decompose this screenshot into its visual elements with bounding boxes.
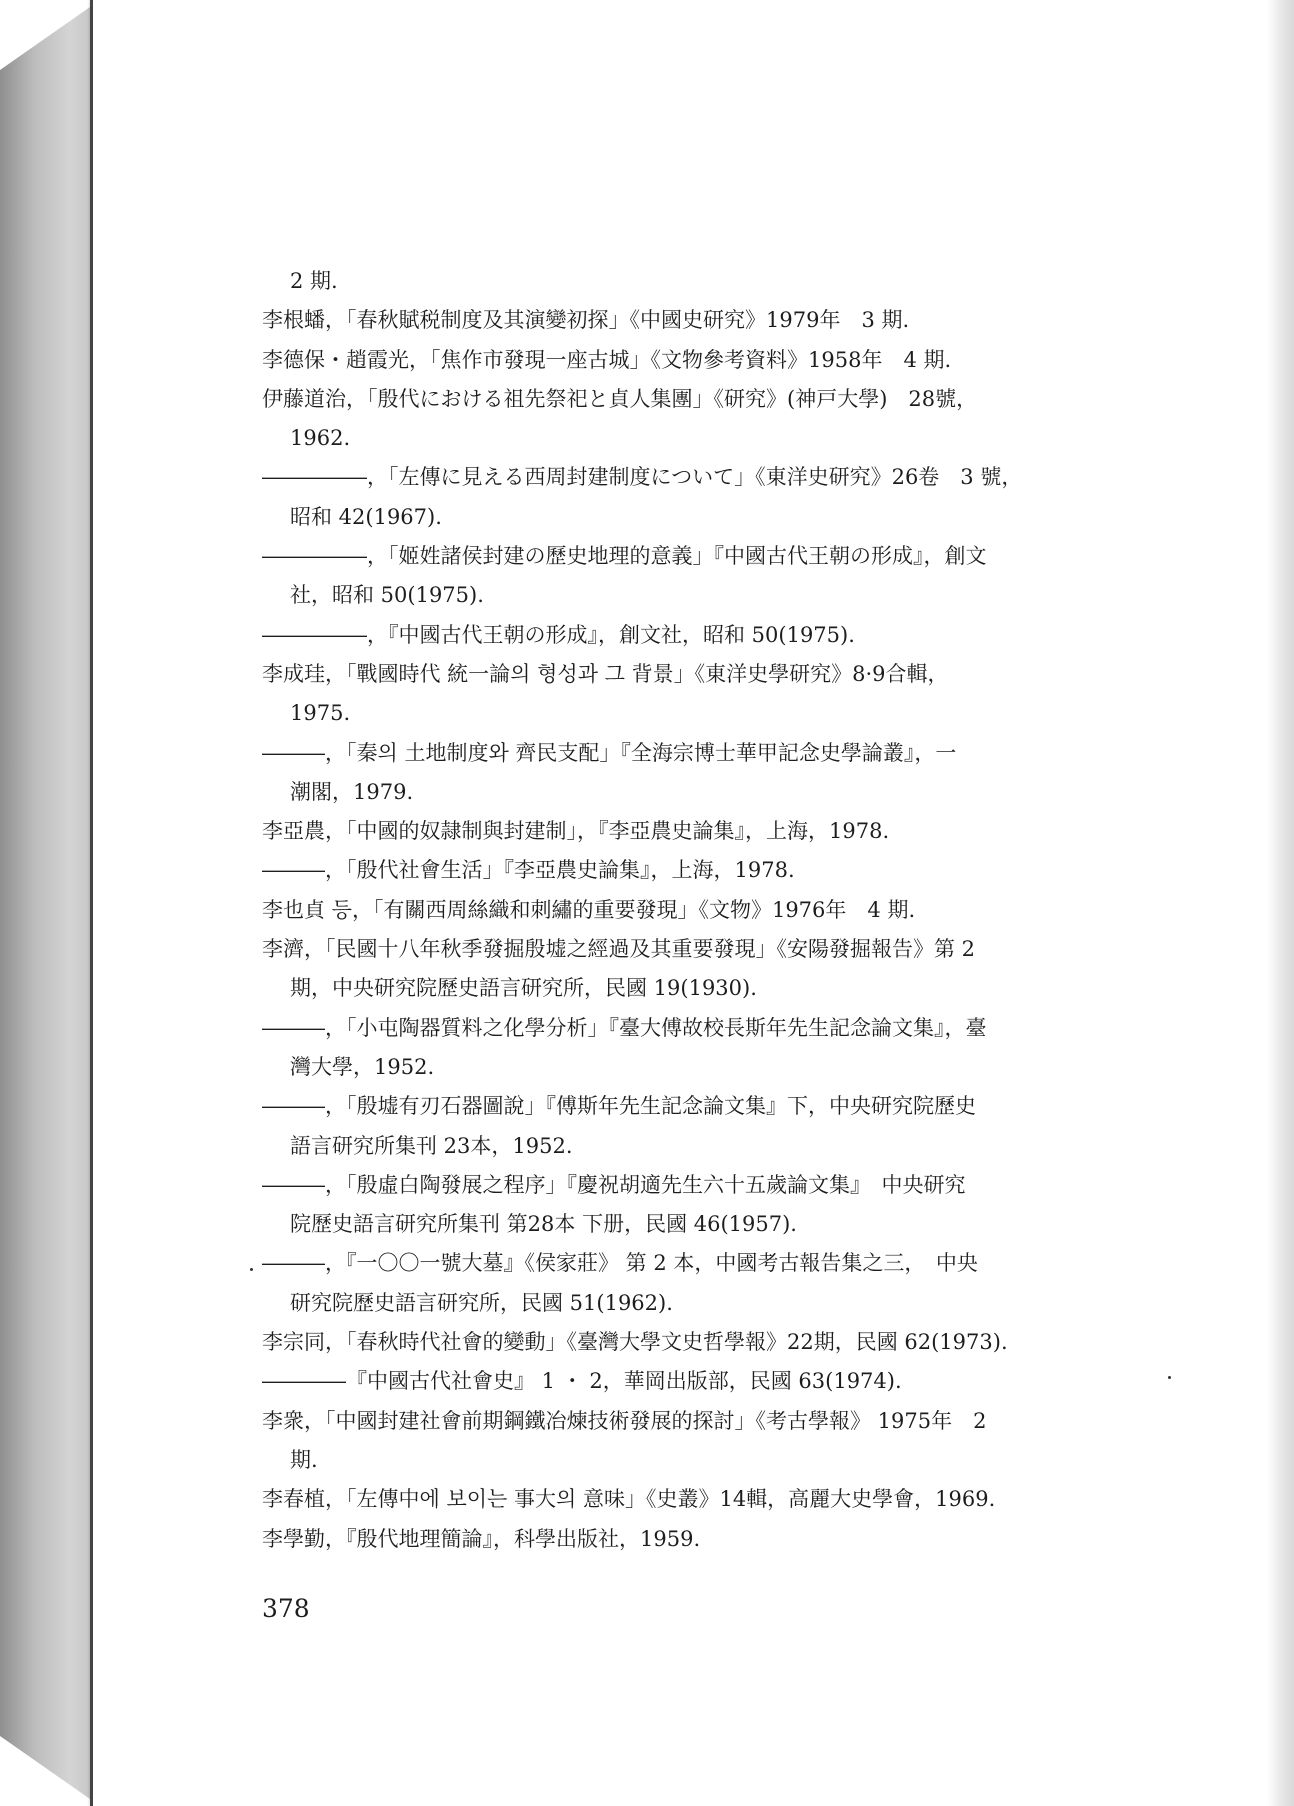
bibliography-line: ―――――，「左傳に見える西周封建制度について」《東洋史研究》26卷 3 號， bbox=[262, 465, 1023, 490]
bibliography-line: ―――――，『中國古代王朝の形成』，創文社，昭和 50(1975). bbox=[262, 622, 855, 647]
bibliography-line: 社，昭和 50(1975). bbox=[290, 583, 484, 608]
bibliography-line: 期，中央研究院歷史語言研究所，民國 19(1930). bbox=[290, 976, 757, 1001]
bibliography-line: 李亞農，「中國的奴隷制與封建制」，『李亞農史論集』，上海，1978. bbox=[262, 819, 890, 844]
bibliography-line: 李春植，「左傳中에 보이는 事大의 意味」《史叢》14輯，高麗大史學會，1969. bbox=[262, 1487, 996, 1512]
bibliography-line: 院歷史語言研究所集刊 第28本 下册，民國 46(1957). bbox=[290, 1212, 797, 1237]
book-spine-edge bbox=[0, 0, 100, 1806]
page-number: 378 bbox=[262, 1594, 310, 1623]
page-left-border bbox=[90, 0, 93, 1806]
bibliography-line: ―――――，「姬姓諸侯封建の歷史地理的意義」『中國古代王朝の形成』，創文 bbox=[262, 544, 987, 569]
scan-speck bbox=[250, 1268, 253, 1271]
bibliography-line: 李也貞 등，「有關西周絲織和刺繡的重要發現」《文物》1976年 4 期. bbox=[262, 897, 916, 922]
bibliography-line: ―――，「殷墟有刃石器圖說」『傅斯年先生記念論文集』下，中央研究院歷史 bbox=[262, 1094, 976, 1119]
bibliography-list bbox=[262, 262, 1082, 1559]
bibliography-line: 期. bbox=[290, 1447, 318, 1472]
scan-speck bbox=[1168, 1376, 1171, 1379]
bibliography-line: 潮閣，1979. bbox=[290, 779, 414, 804]
bibliography-line: 昭和 42(1967). bbox=[290, 504, 442, 529]
bibliography-line: 李宗同，「春秋時代社會的變動」《臺灣大學文史哲學報》22期，民國 62(1973). bbox=[262, 1330, 1008, 1355]
book-page-edges bbox=[1268, 0, 1294, 1806]
bibliography-line: ――――『中國古代社會史』 1 ・ 2，華岡出版部，民國 63(1974). bbox=[262, 1369, 902, 1394]
bibliography-line: 研究院歷史語言研究所，民國 51(1962). bbox=[290, 1290, 673, 1315]
bibliography-line: ―――，『一〇〇一號大墓』《侯家莊》 第 2 本，中國考古報告集之三， 中央 bbox=[262, 1251, 978, 1276]
bibliography-line: 李成珪，「戰國時代 統一論의 형성과 그 背景」《東洋史學研究》8·9合輯， bbox=[262, 661, 949, 686]
bibliography-line: 李濟，「民國十八年秋季發掘殷墟之經過及其重要發現」《安陽發掘報告》第 2 bbox=[262, 937, 976, 962]
bibliography-line: 1962. bbox=[290, 426, 351, 451]
bibliography-line: 伊藤道治，「殷代における祖先祭祀と貞人集團」《研究》(神戸大學) 28號， bbox=[262, 386, 978, 411]
bibliography-line: 李學勤，『殷代地理簡論』，科學出版社，1959. bbox=[262, 1526, 701, 1551]
bibliography-line: 李根蟠，「春秋賦税制度及其演變初探」《中國史研究》1979年 3 期. bbox=[262, 308, 910, 333]
bibliography-line: ―――，「小屯陶器質料之化學分析」『臺大傅故校長斯年先生記念論文集』，臺 bbox=[262, 1015, 987, 1040]
bibliography-line: 灣大學，1952. bbox=[290, 1054, 435, 1079]
bibliography-line: 語言研究所集刊 23本，1952. bbox=[290, 1133, 573, 1158]
bibliography-line: 2 期. bbox=[290, 269, 338, 293]
bibliography-line: ―――，「殷虛白陶發展之程序」『慶祝胡適先生六十五歲論文集』 中央研究 bbox=[262, 1172, 966, 1197]
bibliography-line: 李德保・趙霞光，「焦作市發現一座古城」《文物參考資料》1958年 4 期. bbox=[262, 347, 952, 372]
bibliography-line: ―――，「殷代社會生活」『李亞農史論集』，上海，1978. bbox=[262, 858, 795, 883]
bibliography-line: 1975. bbox=[290, 701, 351, 726]
bibliography-line: ―――，「秦의 土地制度와 齊民支配」『全海宗博士華甲記念史學論叢』，一 bbox=[262, 740, 957, 765]
bibliography-line: 李衆，「中國封建社會前期鋼鐵冶煉技術發展的探討」《考古學報》 1975年 2 bbox=[262, 1408, 987, 1433]
